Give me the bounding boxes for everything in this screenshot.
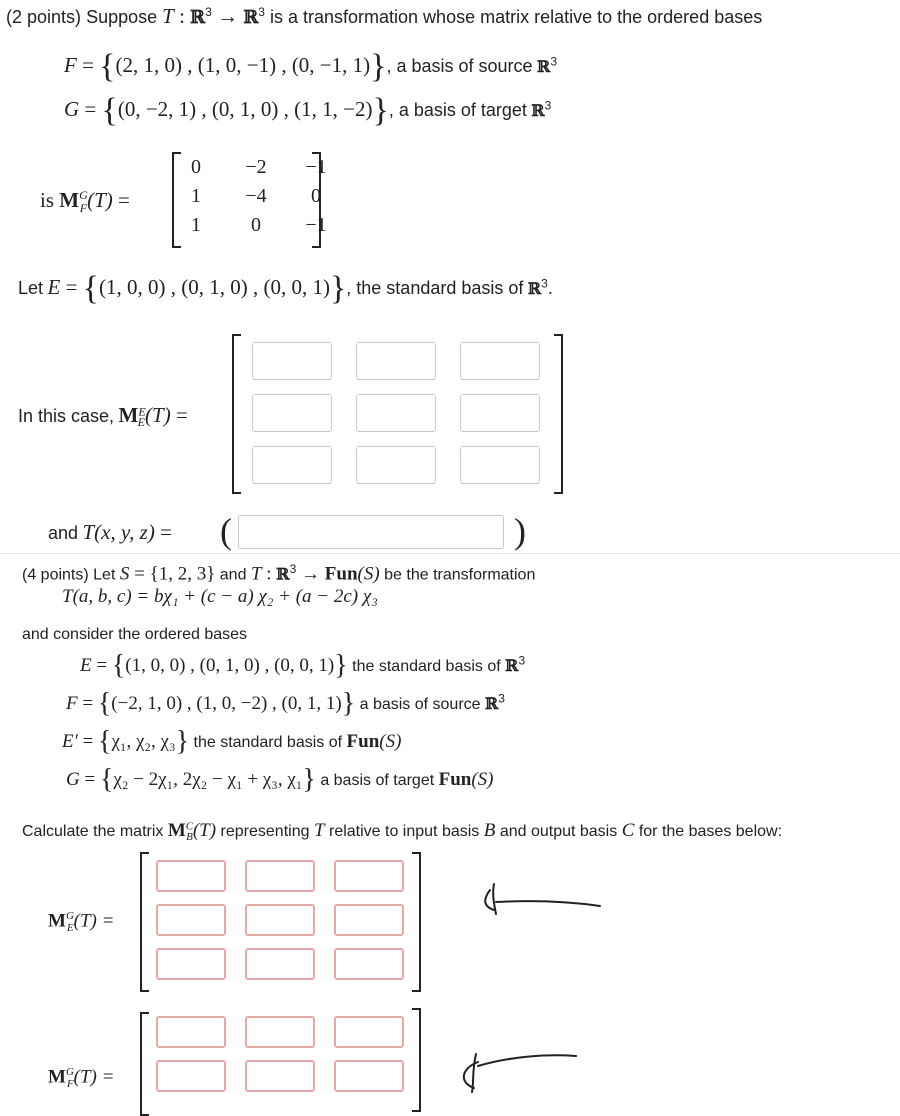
m-cell: 0 (311, 185, 321, 207)
m-cell: 0 (251, 214, 261, 236)
open-paren: ( (220, 511, 232, 551)
m-cell: −2 (245, 156, 267, 178)
me-cell-2-2[interactable] (245, 904, 315, 936)
handwritten-arrow-icon (452, 1044, 582, 1096)
p1-basis-F: F = {(2, 1, 0) , (1, 0, −1) , (0, −1, 1)}, a basis of source ℝ$^3$ (64, 48, 557, 85)
answer-cell-2-2[interactable] (356, 394, 436, 432)
p2-formula: T(a, b, c) = bχ₁ + (c − a) χ₂ + (a − 2c) χ₃ (62, 586, 378, 607)
p1-intro: (2 points) Suppose T : ℝ$^3$ → ℝ$^3$ is a transformation whose matrix relative to the ordered bases (6, 4, 763, 28)
m-cell: −4 (245, 185, 267, 207)
p2-points: (4 points) (22, 566, 89, 584)
p1-txyz-label: and T(x, y, z) = (48, 520, 172, 544)
me-cell-1-1[interactable] (156, 860, 226, 892)
mf-cell-2-2[interactable] (245, 1060, 315, 1092)
p1-points: (2 points) (6, 7, 82, 27)
p2-basis-Eprime: E′ = {χ₁, χ₂, χ₃} the standard basis of Fun(S) (62, 726, 402, 757)
txyz-input[interactable] (238, 515, 504, 549)
mf-cell-1-2[interactable] (245, 1016, 315, 1048)
mf-cell-1-1[interactable] (156, 1016, 226, 1048)
me-cell-3-1[interactable] (156, 948, 226, 980)
answer-cell-3-1[interactable] (252, 446, 332, 484)
answer-cell-3-2[interactable] (356, 446, 436, 484)
close-paren: ) (514, 511, 526, 551)
p2-basis-F: F = {(−2, 1, 0) , (1, 0, −2) , (0, 1, 1)} a basis of source ℝ$^3$ (66, 688, 505, 719)
answer-cell-1-2[interactable] (356, 342, 436, 380)
me-cell-1-2[interactable] (245, 860, 315, 892)
answer-cell-2-1[interactable] (252, 394, 332, 432)
mf-cell-1-3[interactable] (334, 1016, 404, 1048)
me-cell-3-2[interactable] (245, 948, 315, 980)
p2-calc-instruction: Calculate the matrix $M^C_B(T)$ representing T relative to input basis B and output basis C for the bases below: (22, 820, 783, 844)
p2-intro: (4 points) Let S = {1, 2, 3} and T : ℝ$^3$ → Fun(S) be the transformation (22, 562, 536, 585)
p1-matrix-label: is $M^G_F(T)$ = (40, 188, 130, 216)
p2-basis-E: E = {(1, 0, 0) , (0, 1, 0) , (0, 0, 1)} the standard basis of ℝ$^3$ (80, 650, 526, 681)
p2-m1-label: $M^G_E(T)$ = (48, 910, 115, 935)
section-divider (0, 553, 900, 554)
m-cell: 1 (191, 185, 201, 207)
p2-basis-G: G = {χ₂ − 2χ₁, 2χ₂ − χ₁ + χ₃, χ₁} a basis of target Fun(S) (66, 764, 494, 795)
mf-cell-2-1[interactable] (156, 1060, 226, 1092)
p1-answer-label: In this case, $M^E_E(T)$ = (18, 403, 188, 430)
p1-basis-E: Let E = {(1, 0, 0) , (0, 1, 0) , (0, 0, 1)}, the standard basis of ℝ$^3$. (18, 270, 553, 307)
p1-basis-G: G = {(0, −2, 1) , (0, 1, 0) , (1, 1, −2)}, a basis of target ℝ$^3$ (64, 92, 552, 129)
m-cell: −1 (305, 156, 327, 178)
p2-consider: and consider the ordered bases (22, 626, 248, 643)
m-cell: 1 (191, 214, 201, 236)
me-cell-1-3[interactable] (334, 860, 404, 892)
p2-m2-label: $M^G_F(T)$ = (48, 1066, 115, 1091)
answer-cell-1-3[interactable] (460, 342, 540, 380)
answer-cell-1-1[interactable] (252, 342, 332, 380)
answer-cell-2-3[interactable] (460, 394, 540, 432)
me-cell-2-1[interactable] (156, 904, 226, 936)
m-cell: −1 (305, 214, 327, 236)
m-cell: 0 (191, 156, 201, 178)
answer-cell-3-3[interactable] (460, 446, 540, 484)
me-cell-2-3[interactable] (334, 904, 404, 936)
handwritten-arrow-icon (476, 880, 606, 924)
me-cell-3-3[interactable] (334, 948, 404, 980)
mf-cell-2-3[interactable] (334, 1060, 404, 1092)
